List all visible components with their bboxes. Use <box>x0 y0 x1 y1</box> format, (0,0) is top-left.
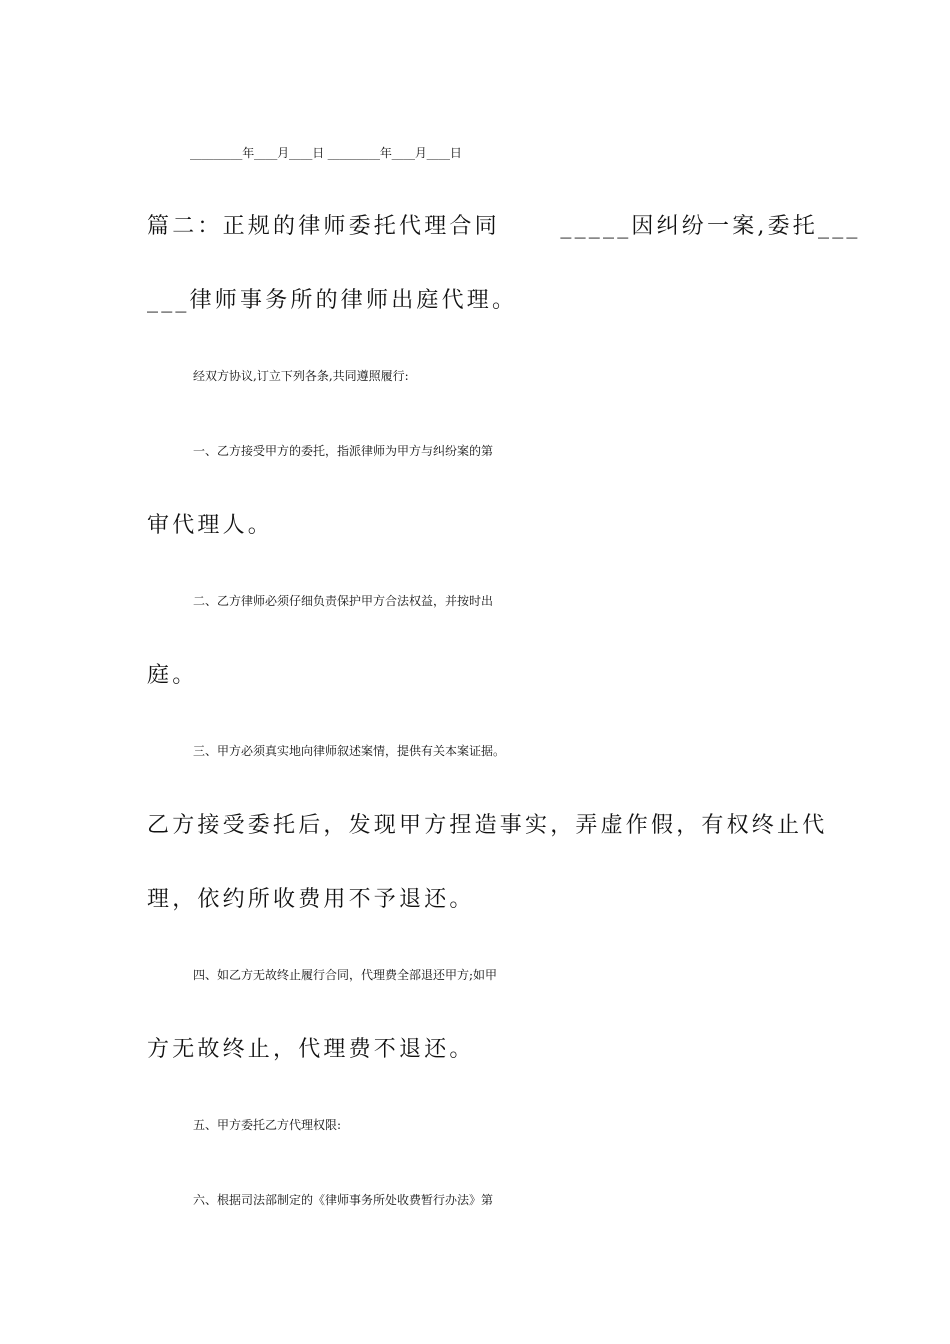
paragraph-line: 经双方协议,订立下列各条,共同遵照履行: <box>193 369 409 383</box>
signature-date-line: _________年____月____日 _________年____月____日 <box>190 146 462 160</box>
clause-four-line: 四、如乙方无故终止履行合同，代理费全部退还甲方;如甲 <box>193 968 498 982</box>
clause-three-continuation: 理，依约所收费用不予退还。 <box>147 887 475 912</box>
section-title-line: 篇二：正规的律师委托代理合同 _____因纠纷一案,委托___ <box>147 214 861 239</box>
clause-two-line: 二、乙方律师必须仔细负责保护甲方合法权益，并按时出 <box>193 594 494 608</box>
clause-five-line: 五、甲方委托乙方代理权限: <box>193 1118 342 1132</box>
clause-three-continuation: 乙方接受委托后，发现甲方捏造事实，弄虚作假，有权终止代 <box>147 813 828 838</box>
clause-three-line: 三、甲方必须真实地向律师叙述案情，提供有关本案证据。 <box>193 744 506 758</box>
clause-four-continuation: 方无故终止，代理费不退还。 <box>147 1037 475 1062</box>
clause-one-continuation: 审代理人。 <box>147 513 274 538</box>
clause-two-continuation: 庭。 <box>147 663 198 688</box>
paragraph-line: ___律师事务所的律师出庭代理。 <box>147 288 518 313</box>
clause-one-line: 一、乙方接受甲方的委托，指派律师为甲方与纠纷案的第 <box>193 444 494 458</box>
clause-six-line: 六、根据司法部制定的《律师事务所处收费暂行办法》第 <box>193 1193 494 1207</box>
